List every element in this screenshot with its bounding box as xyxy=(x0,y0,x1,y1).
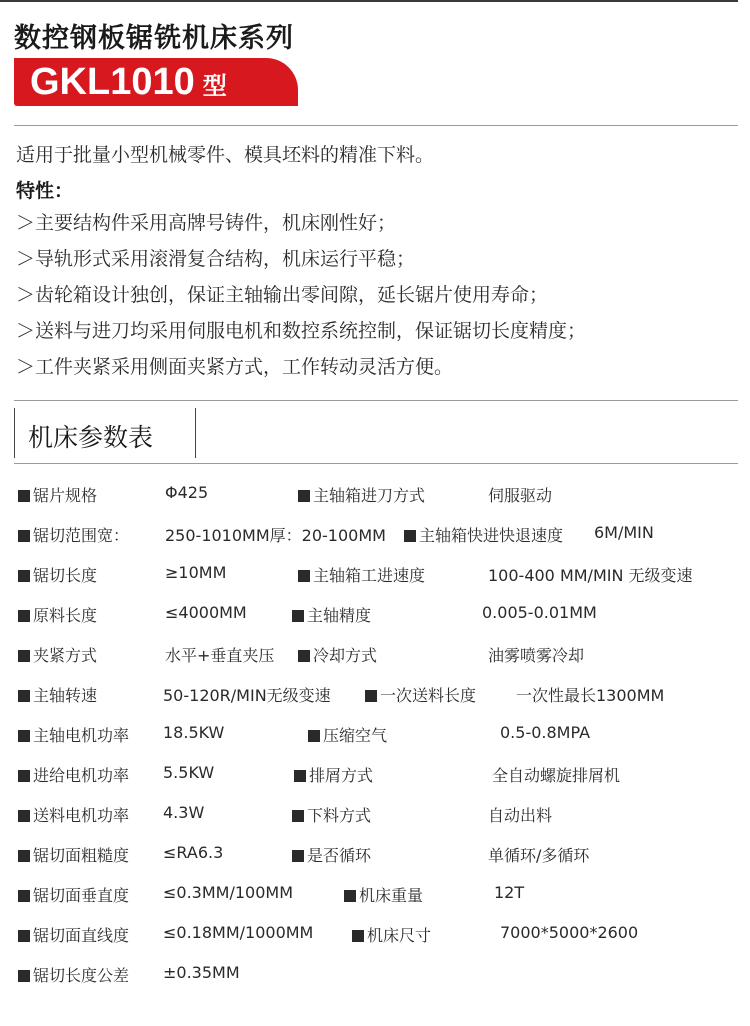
bullet-square-icon xyxy=(298,490,310,502)
param-label-text: 主轴电机功率 xyxy=(33,726,130,745)
param-label xyxy=(18,723,129,746)
param-label xyxy=(18,843,129,866)
param-label-text: 锯切范围宽： xyxy=(33,526,130,545)
param-row xyxy=(0,875,750,915)
param-value-text: 0.5-0.8MPA xyxy=(500,723,591,742)
param-value-text: 12T xyxy=(494,883,525,902)
param-row xyxy=(0,555,750,595)
param-value xyxy=(165,483,208,502)
bullet-square-icon xyxy=(404,530,416,542)
param-value xyxy=(163,763,214,782)
param-value xyxy=(165,563,226,582)
param-label-text: 下料方式 xyxy=(307,806,372,825)
param-row xyxy=(0,635,750,675)
param-label xyxy=(344,883,423,906)
param-value-text: 伺服驱动 xyxy=(488,486,553,505)
param-label-text: 是否循环 xyxy=(307,846,372,865)
param-value xyxy=(594,523,654,542)
param-value-text: 5.5KW xyxy=(163,763,215,782)
param-value xyxy=(488,803,552,826)
param-label-text: 机床尺寸 xyxy=(367,926,432,945)
param-label xyxy=(292,843,371,866)
param-label xyxy=(18,803,129,826)
param-value xyxy=(165,643,274,666)
param-label xyxy=(404,523,563,546)
param-label xyxy=(18,883,129,906)
bullet-square-icon xyxy=(292,850,304,862)
param-value-text: ≥10MM xyxy=(165,563,227,582)
param-label xyxy=(18,523,129,546)
features-list xyxy=(16,208,586,388)
param-label-text: 锯切面直线度 xyxy=(33,926,130,945)
feature-item: ＞主要结构件采用高牌号铸件，机床刚性好； xyxy=(16,212,397,234)
param-value xyxy=(492,763,620,786)
bullet-square-icon xyxy=(18,490,30,502)
param-value xyxy=(516,683,664,706)
param-label-text: 原料长度 xyxy=(33,606,98,625)
param-value-text: 0.005-0.01MM xyxy=(482,603,597,622)
bullet-square-icon xyxy=(18,530,30,542)
param-value-text: 18.5KW xyxy=(163,723,225,742)
bullet-square-icon xyxy=(18,810,30,822)
param-value-text: 一次性最长1300MM xyxy=(516,686,665,705)
bullet-square-icon xyxy=(18,890,30,902)
param-table-title-box xyxy=(14,408,196,458)
param-value-text: 6M/MIN xyxy=(594,523,654,542)
bullet-square-icon xyxy=(18,850,30,862)
bullet-square-icon xyxy=(18,770,30,782)
param-value xyxy=(488,843,589,866)
table-divider xyxy=(14,463,738,464)
param-label-text: 主轴箱快进快退速度 xyxy=(419,526,564,545)
feature-item: ＞送料与进刀均采用伺服电机和数控系统控制，保证锯切长度精度； xyxy=(16,320,587,342)
param-label xyxy=(298,483,425,506)
param-label xyxy=(298,563,425,586)
param-label xyxy=(298,643,377,666)
param-row xyxy=(0,755,750,795)
param-value xyxy=(165,603,247,622)
param-label xyxy=(18,603,97,626)
param-value-text: 水平+垂直夹压 xyxy=(165,646,275,665)
param-value xyxy=(163,803,204,822)
param-value-text: 全自动螺旋排屑机 xyxy=(492,766,621,785)
model-suffix: 型 xyxy=(202,72,227,100)
param-value-text: 单循环/多循环 xyxy=(488,846,590,865)
model-name xyxy=(30,61,227,104)
param-label-text: 夹紧方式 xyxy=(33,646,98,665)
bullet-square-icon xyxy=(18,970,30,982)
param-label xyxy=(292,603,371,626)
bullet-square-icon xyxy=(18,730,30,742)
bullet-square-icon xyxy=(292,610,304,622)
param-label-text: 冷却方式 xyxy=(313,646,378,665)
bullet-square-icon xyxy=(18,650,30,662)
param-label xyxy=(18,683,97,706)
param-label xyxy=(294,763,373,786)
param-value xyxy=(494,883,524,902)
model-code: GKL1010 xyxy=(30,61,195,103)
param-value-text: ≤4000MM xyxy=(165,603,247,622)
bullet-square-icon xyxy=(308,730,320,742)
feature-item: ＞工件夹紧采用侧面夹紧方式，工作转动灵活方便。 xyxy=(16,356,454,378)
param-value-text: 100-400 MM/MIN 无级变速 xyxy=(488,566,693,585)
param-label xyxy=(18,923,129,946)
bullet-square-icon xyxy=(292,810,304,822)
top-rule xyxy=(0,0,738,2)
param-value xyxy=(165,523,386,546)
param-label-text: 锯切长度 xyxy=(33,566,98,585)
param-row xyxy=(0,475,750,515)
series-title: 数控钢板锯铣机床系列 xyxy=(14,23,294,54)
param-value-text: 4.3W xyxy=(163,803,205,822)
param-value xyxy=(500,723,590,742)
bullet-square-icon xyxy=(365,690,377,702)
model-banner xyxy=(14,58,298,106)
param-value-text: 自动出料 xyxy=(488,806,553,825)
param-label-text: 一次送料长度 xyxy=(380,686,477,705)
param-table-title: 机床参数表 xyxy=(28,423,154,452)
param-label xyxy=(18,763,129,786)
section-divider xyxy=(14,400,738,401)
param-label-text: 主轴箱工进速度 xyxy=(313,566,426,585)
param-value xyxy=(163,883,293,902)
param-row xyxy=(0,715,750,755)
bullet-square-icon xyxy=(18,570,30,582)
bullet-square-icon xyxy=(18,610,30,622)
param-label-text: 主轴箱进刀方式 xyxy=(313,486,426,505)
bullet-square-icon xyxy=(18,930,30,942)
param-row xyxy=(0,515,750,555)
param-row xyxy=(0,955,750,995)
feature-item: ＞齿轮箱设计独创，保证主轴输出零间隙，延长锯片使用寿命； xyxy=(16,284,549,306)
bullet-square-icon xyxy=(298,570,310,582)
param-value xyxy=(482,603,597,622)
param-row xyxy=(0,795,750,835)
intro-text: 适用于批量小型机械零件、模具坯料的精准下料。 xyxy=(16,144,435,166)
param-label xyxy=(365,683,476,706)
param-label-text: 主轴转速 xyxy=(33,686,98,705)
param-label-text: 锯切面粗糙度 xyxy=(33,846,130,865)
param-value xyxy=(163,723,224,742)
param-value xyxy=(488,643,584,666)
param-label-text: 送料电机功率 xyxy=(33,806,130,825)
bullet-square-icon xyxy=(294,770,306,782)
section-divider xyxy=(14,125,738,126)
param-value-text: ≤RA6.3 xyxy=(163,843,224,862)
param-value-text: 油雾喷雾冷却 xyxy=(488,646,585,665)
param-row xyxy=(0,835,750,875)
param-label xyxy=(308,723,387,746)
param-value-text: ≤0.3MM/100MM xyxy=(163,883,293,902)
param-label-text: 进给电机功率 xyxy=(33,766,130,785)
param-label xyxy=(18,963,129,986)
bullet-square-icon xyxy=(344,890,356,902)
param-value xyxy=(163,923,313,942)
param-label-text: 压缩空气 xyxy=(323,726,388,745)
param-row xyxy=(0,675,750,715)
param-value xyxy=(163,963,240,982)
param-value xyxy=(500,923,638,942)
param-label xyxy=(352,923,431,946)
bullet-square-icon xyxy=(298,650,310,662)
param-row xyxy=(0,595,750,635)
param-label xyxy=(292,803,371,826)
param-label xyxy=(18,563,97,586)
param-value-text: ±0.35MM xyxy=(163,963,240,982)
param-label-text: 排屑方式 xyxy=(309,766,374,785)
param-value xyxy=(488,483,552,506)
param-value-text: 7000*5000*2600 xyxy=(500,923,639,942)
param-value xyxy=(163,683,331,706)
bullet-square-icon xyxy=(352,930,364,942)
param-label-text: 机床重量 xyxy=(359,886,424,905)
param-label-text: 锯切面垂直度 xyxy=(33,886,130,905)
bullet-square-icon xyxy=(18,690,30,702)
param-value-text: Φ425 xyxy=(165,483,209,502)
param-value-text: 50-120R/MIN无级变速 xyxy=(163,686,331,705)
feature-item: ＞导轨形式采用滚滑复合结构，机床运行平稳； xyxy=(16,248,416,270)
param-label-text: 锯切长度公差 xyxy=(33,966,130,985)
param-value-text: ≤0.18MM/1000MM xyxy=(163,923,314,942)
param-label xyxy=(18,643,97,666)
features-heading: 特性： xyxy=(16,180,74,202)
param-value-text: 250-1010MM厚：20-100MM xyxy=(165,526,386,545)
param-label-text: 锯片规格 xyxy=(33,486,98,505)
param-label-text: 主轴精度 xyxy=(307,606,372,625)
param-table xyxy=(0,475,750,995)
param-label xyxy=(18,483,97,506)
param-row xyxy=(0,915,750,955)
param-value xyxy=(488,563,693,586)
param-value xyxy=(163,843,223,862)
